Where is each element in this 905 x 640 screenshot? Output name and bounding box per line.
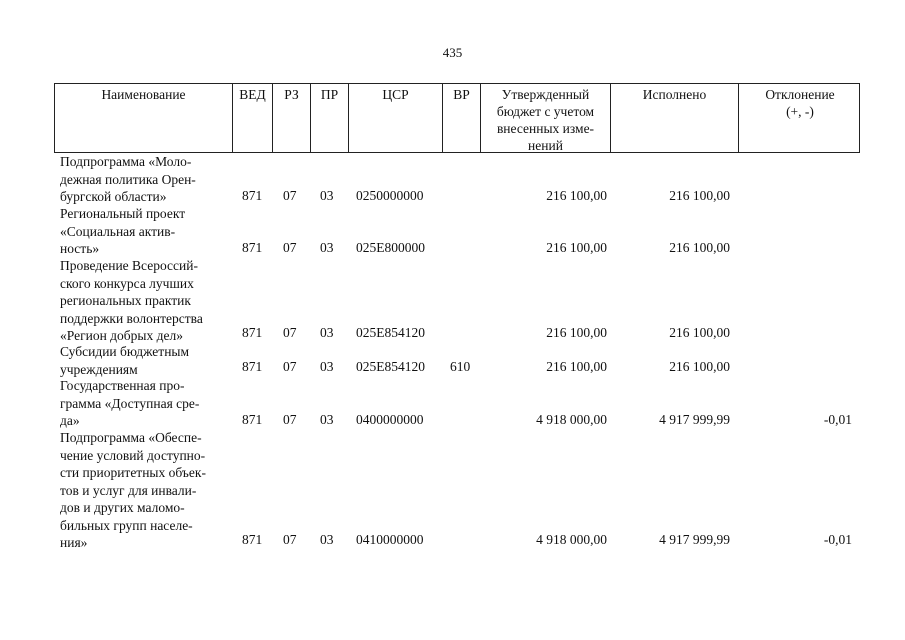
row-name: Проведение Всероссий- ского конкурса лучших региональных практик поддержки волонтерства «Регион добрых дел» [60,258,203,343]
header-rz: РЗ [273,84,311,152]
row-name: Подпрограмма «Моло- дежная политика Орен- бургской области» [60,154,196,204]
row-vr: 610 [450,359,471,374]
row-rz: 07 [283,359,297,374]
row-executed: 216 100,00 [669,188,730,203]
header-pr: ПР [311,84,349,152]
row-ved: 871 [242,188,263,203]
row-csr: 0410000000 [356,532,424,547]
row-deviation: -0,01 [823,532,852,547]
row-csr: 025E854120 [356,325,425,340]
row-csr: 025E800000 [356,240,425,255]
row-ved: 871 [242,532,263,547]
row-ved: 871 [242,359,263,374]
row-deviation: -0,01 [823,412,852,427]
row-executed: 216 100,00 [669,359,730,374]
row-approved: 216 100,00 [546,240,607,255]
header-executed: Исполнено [611,84,739,152]
row-approved: 4 918 000,00 [536,412,607,427]
row-ved: 871 [242,240,263,255]
row-ved: 871 [242,325,263,340]
row-pr: 03 [320,412,334,427]
row-executed: 4 917 999,99 [659,532,730,547]
header-vr: ВР [443,84,481,152]
row-pr: 03 [320,359,334,374]
row-csr: 025E854120 [356,359,425,374]
header-csr: ЦСР [349,84,443,152]
row-name: Государственная про- грамма «Доступная сре- да» [60,378,200,428]
row-executed: 216 100,00 [669,325,730,340]
row-pr: 03 [320,188,334,203]
row-executed: 4 917 999,99 [659,412,730,427]
row-rz: 07 [283,412,297,427]
table-header [54,83,860,153]
row-rz: 07 [283,325,297,340]
header-name: Наименование [55,84,233,152]
row-pr: 03 [320,532,334,547]
row-rz: 07 [283,240,297,255]
row-approved: 216 100,00 [546,325,607,340]
row-csr: 0400000000 [356,412,424,427]
row-approved: 216 100,00 [546,359,607,374]
row-rz: 07 [283,188,297,203]
row-pr: 03 [320,240,334,255]
row-executed: 216 100,00 [669,240,730,255]
header-approved: Утвержденный бюджет с учетом внесенных изме- нений [481,84,611,152]
row-approved: 216 100,00 [546,188,607,203]
row-ved: 871 [242,412,263,427]
row-csr: 0250000000 [356,188,424,203]
header-ved: ВЕД [233,84,273,152]
row-name: Подпрограмма «Обеспе- чение условий доступно- сти приоритетных объек- тов и услуг для инвали- дов и других маломо- бильных групп населе- ния» [60,430,206,550]
row-pr: 03 [320,325,334,340]
header-deviation: Отклонение (+, -) [765,87,835,119]
page-number: 435 [442,45,463,60]
row-name: Субсидии бюджетным учреждениям [60,344,190,377]
row-rz: 07 [283,532,297,547]
row-approved: 4 918 000,00 [536,532,607,547]
row-name: Региональный проект «Социальная актив- ность» [60,206,186,256]
